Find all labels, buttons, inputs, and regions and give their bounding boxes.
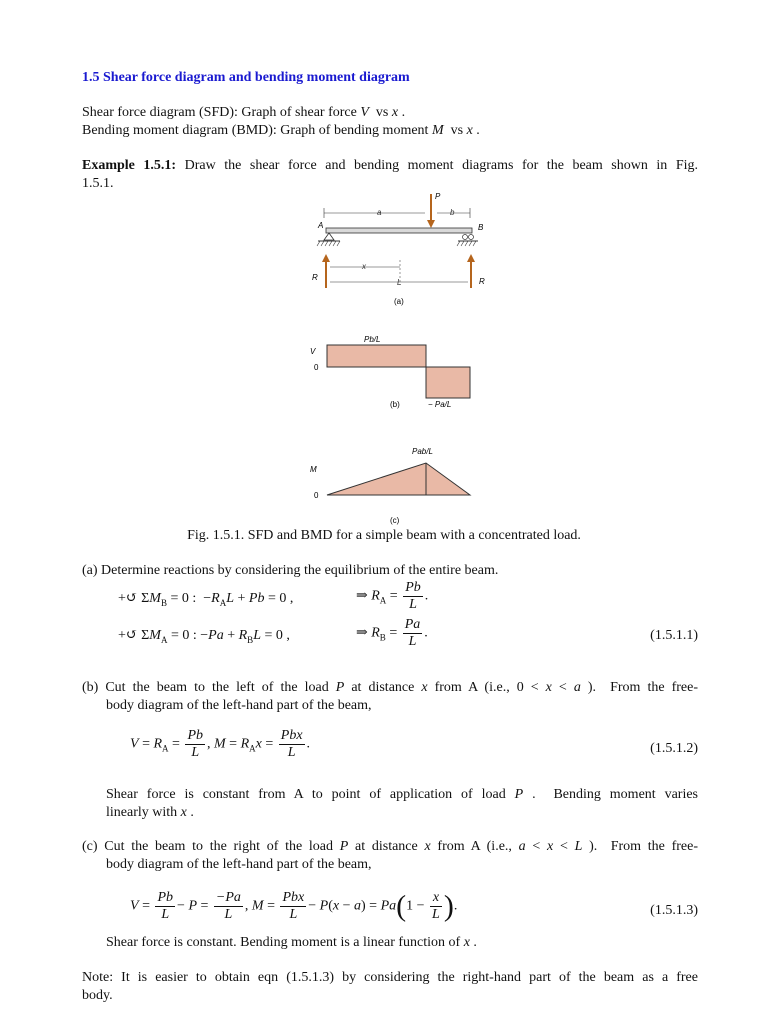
equation-b: $V = R_A$ = $\frac{Pb}{L}$ , $M = R_Ax$ = $\frac{\text{Pbx}}{L}$ .	[130, 728, 311, 760]
subfig-b-label: (b)	[390, 400, 400, 409]
label-A: A	[318, 221, 324, 230]
svg-text:0: 0	[314, 363, 319, 372]
equation-RB: ⇒ $R_B$ = $\frac{Pa}{L}$ .	[356, 617, 428, 649]
section-title: 1.5 Shear force diagram and bending moment diagram	[82, 70, 410, 85]
eqno-1-5-1-2: (1.5.1.2)	[650, 741, 698, 756]
svg-text:V: V	[310, 347, 316, 356]
beam-diagram	[300, 190, 510, 310]
eqno-1-5-1-1: (1.5.1.1)	[650, 628, 698, 643]
svg-text:R: R	[312, 273, 318, 282]
part-b-note: Shear force is constant from A to point of application of load P . Bending moment varies	[106, 787, 699, 802]
label-B: B	[478, 223, 484, 232]
part-a-text: (a) Determine reactions by considering the equilibrium of the entire beam.	[82, 563, 499, 578]
example-statement-cont: 1.5.1.	[82, 176, 114, 191]
sfd-bottom-label: − Pa/L	[428, 400, 452, 409]
svg-text:R: R	[479, 277, 485, 286]
example-statement: Example 1.5.1: Draw the shear force and bending moment diagrams for the beam shown in Fig.	[82, 158, 698, 173]
eqno-1-5-1-3: (1.5.1.3)	[650, 903, 698, 918]
bmd-peak-label: Pab/L	[412, 447, 433, 456]
bmd-definition: Bending moment diagram (BMD): Graph of bending moment M vs x .	[82, 123, 480, 138]
shear-force-diagram	[300, 330, 510, 412]
part-c-text: (c) Cut the beam to the right of the load P at distance x from A (i.e., a < x < L ). From the free-	[82, 839, 699, 854]
figure-caption: Fig. 1.5.1. SFD and BMD for a simple beam with a concentrated load.	[187, 528, 581, 543]
svg-text:b: b	[450, 208, 455, 217]
svg-text:L: L	[397, 278, 402, 287]
bmd-triangle	[327, 463, 470, 495]
subfig-a-label: (a)	[394, 297, 404, 306]
pin-support	[324, 233, 334, 240]
load-label: P	[435, 192, 441, 201]
sfd-negative-block	[426, 367, 470, 398]
part-b-text: (b) Cut the beam to the left of the load P at distance x from A (i.e., 0 < x < a ). From the free-	[82, 680, 698, 695]
equation-sum-MB: +↺ $\Sigma M_B = 0$ : $-R_AL + Pb = 0$ ,	[118, 591, 294, 608]
part-c-note: Shear force is constant. Bending moment is a linear function of x .	[106, 935, 477, 950]
svg-text:M: M	[310, 465, 317, 474]
part-c-text-cont: body diagram of the left-hand part of the beam,	[106, 857, 372, 872]
bending-moment-diagram	[300, 445, 510, 527]
roller-support	[463, 235, 468, 240]
svg-text:0: 0	[314, 491, 319, 500]
sfd-definition: Shear force diagram (SFD): Graph of shear force V vs x .	[82, 105, 406, 120]
svg-text:a: a	[377, 208, 382, 217]
beam	[326, 228, 472, 233]
part-b-text-cont: body diagram of the left-hand part of the beam,	[106, 698, 372, 713]
sfd-top-label: Pb/L	[364, 335, 381, 344]
subfig-c-label: (c)	[390, 516, 400, 525]
final-note-cont: body.	[82, 988, 113, 1003]
equation-sum-MA: +↺ $\Sigma M_A = 0$ : $-Pa + R_BL = 0$ ,	[118, 628, 290, 645]
sfd-positive-block	[327, 345, 426, 367]
equation-c: V = $\frac{Pb}{L}$ − P = $\frac{-Pa}{L}$ , M = $\frac{\text{Pbx}}{L}$ − P(x − a) = Pa(1 − $\frac{x}{L}$ ).	[130, 889, 458, 923]
equation-RA: ⇒ $R_A$ = $\frac{Pb}{L}$ .	[356, 580, 429, 612]
svg-text:x: x	[362, 262, 366, 271]
final-note: Note: It is easier to obtain eqn (1.5.1.3) by considering the right-hand part of the beam as a free	[82, 970, 698, 985]
part-b-note-cont: linearly with x .	[106, 805, 194, 820]
